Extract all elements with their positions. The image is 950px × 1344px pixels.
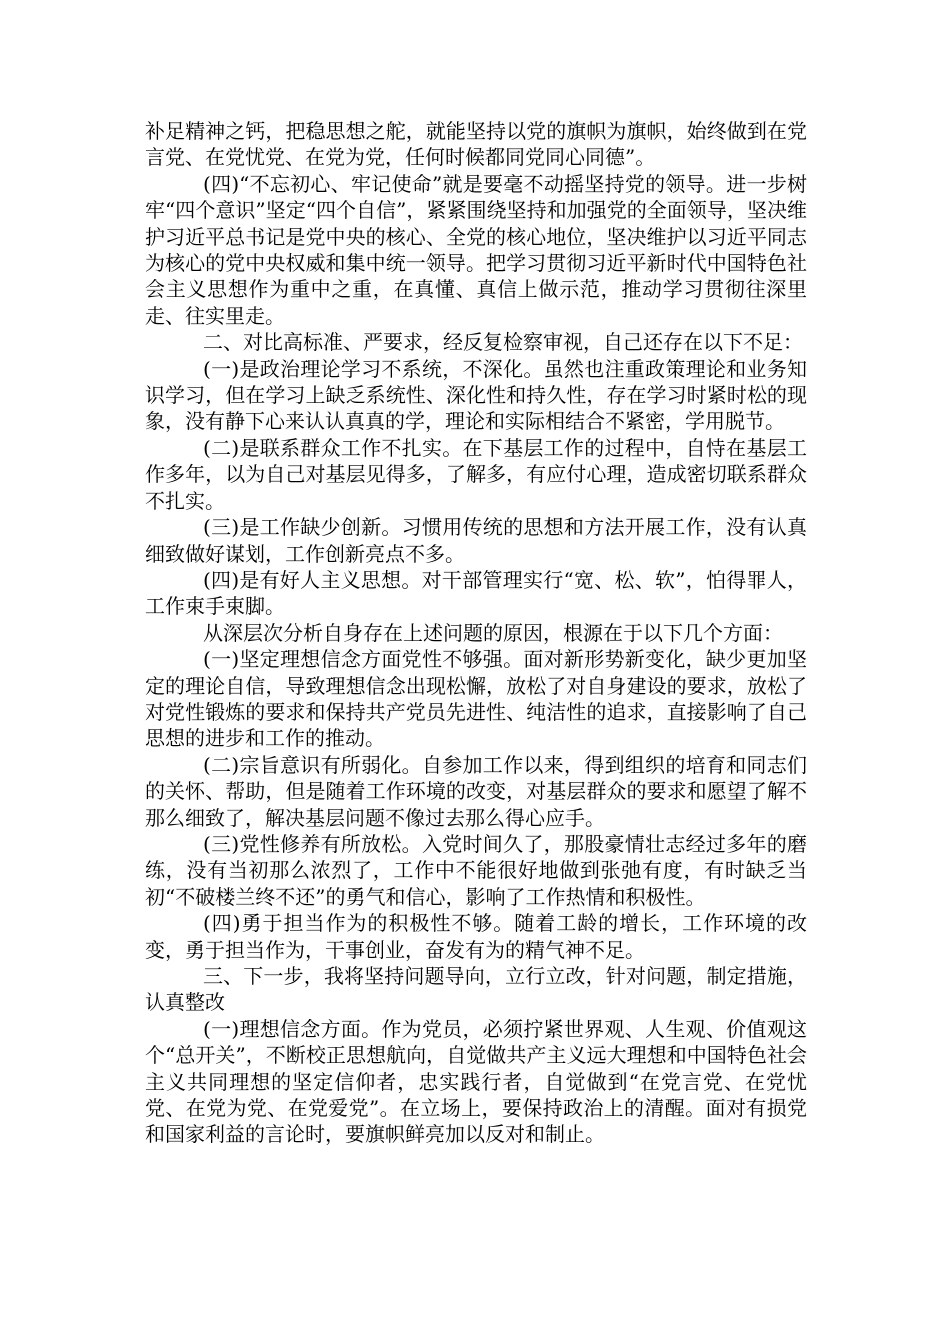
paragraph-6: (三)是工作缺少创新。习惯用传统的思想和方法开展工作，没有认真细致做好谋划，工作创新亮点不多。 xyxy=(145,515,807,566)
document-page xyxy=(145,118,807,1148)
paragraph-8: 从深层次分析自身存在上述问题的原因，根源在于以下几个方面： xyxy=(203,620,783,645)
paragraph-9: (一)坚定理想信念方面党性不够强。面对新形势新变化，缺少更加坚定的理论自信，导致理想信念出现松懈，放松了对自身建设的要求，放松了对党性锻炼的要求和保持共产党员先进性、纯洁性的追求，直接影响了自己思想的进步和工作的推动。 xyxy=(145,647,807,751)
paragraph-14: (一)理想信念方面。作为党员，必须拧紧世界观、人生观、价值观这个“总开关”，不断校正思想航向，自觉做共产主义远大理想和中国特色社会主义共同理想的坚定信仰者，忠实践行者，自觉做到“在党言党、在党忧党、在党为党、在党爱党”。在立场上，要保持政治上的清醒。面对有损党和国家利益的言论时，要旗帜鲜亮加以反对和制止。 xyxy=(145,1016,807,1147)
paragraph-12: (四)勇于担当作为的积极性不够。随着工龄的增长，工作环境的改变，勇于担当作为，干事创业，奋发有为的精气神不足。 xyxy=(145,911,807,962)
paragraph-7: (四)是有好人主义思想。对干部管理实行“宽、松、软”，怕得罪人，工作束手束脚。 xyxy=(145,567,807,619)
paragraph-1: 补足精神之钙，把稳思想之舵，就能坚持以党的旗帜为旗帜，始终做到在党言党、在党忧党、在党为党，任何时候都同党同心同德”。 xyxy=(145,119,807,170)
paragraph-10: (二)宗旨意识有所弱化。自参加工作以来，得到组织的培育和同志们的关怀、帮助，但是随着工作环境的改变，对基层群众的要求和愿望了解不那么细致了，解决基层问题不像过去那么得心应手。 xyxy=(145,752,807,830)
section-heading-2: 二、对比高标准、严要求，经反复检察审视，自己还存在以下不足： xyxy=(203,330,803,355)
paragraph-5: (二)是联系群众工作不扎实。在下基层工作的过程中，自恃在基层工作多年，以为自己对基层见得多，了解多，有应付心理，造成密切联系群众不扎实。 xyxy=(145,435,807,513)
paragraph-11: (三)党性修养有所放松。入党时间久了，那股豪情壮志经过多年的磨练，没有当初那么浓烈了，工作中不能很好地做到张弛有度，有时缺乏当初“不破楼兰终不还”的勇气和信心，影响了工作热情和积极性。 xyxy=(145,831,807,909)
section-heading-3: 三、下一步，我将坚持问题导向，立行立改，针对问题，制定措施，认真整改 xyxy=(145,964,807,1015)
paragraph-4: (一)是政治理论学习不系统，不深化。虽然也注重政策理论和业务知识学习，但在学习上缺乏系统性、深化性和持久性，存在学习时紧时松的现象，没有静下心来认认真真的学，理论和实际相结合不紧密，学用脱节。 xyxy=(145,356,807,434)
paragraph-2: (四)“不忘初心、牢记使命”就是要毫不动摇坚持党的领导。进一步树牢“四个意识”坚定“四个自信”，紧紧围绕坚持和加强党的全面领导，坚决维护习近平总书记是党中央的核心、全党的核心地位，坚决维护以习近平同志为核心的党中央权威和集中统一领导。把学习贯彻习近平新时代中国特色社会主义思想作为重中之重，在真懂、真信上做示范，推动学习贯彻往深里走、往实里走。 xyxy=(145,171,807,328)
